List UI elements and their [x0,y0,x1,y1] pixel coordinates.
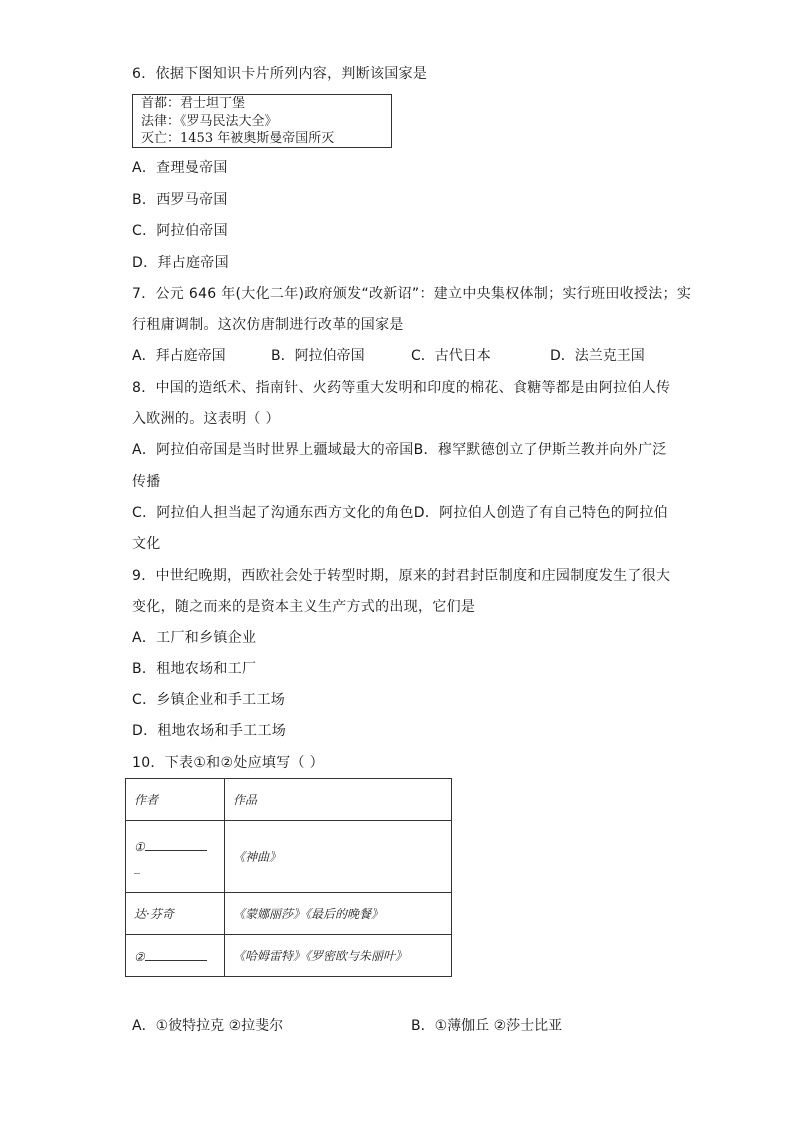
q9-stem-line1: 9．中世纪晚期，西欧社会处于转型时期，原来的封君封臣制度和庄园制度发生了很大 [132,568,671,584]
q6-option-c: C．阿拉伯帝国 [132,223,228,239]
q7-option-d: D．法兰克王国 [550,348,645,364]
author-2: 达·芬奇 [126,893,225,935]
card-law: 法律：《罗马民法大全》 [141,113,278,129]
table-row [126,893,452,935]
work-2: 《蒙娜丽莎》《最后的晚餐》 [225,893,452,935]
q8-options-ab-line2: 传播 [132,474,161,490]
q9-option-a: A．工厂和乡镇企业 [132,630,257,646]
q10-stem: 10．下表①和②处应填写（ ） [132,755,324,771]
marker-2: ② [134,949,145,964]
work-3: 《哈姆雷特》《罗密欧与朱丽叶》 [225,935,452,977]
q6-knowledge-card [132,94,392,148]
card-capital: 首都：君士坦丁堡 [141,96,246,111]
q9-stem-line2: 变化，随之而来的是资本主义生产方式的出现，它们是 [132,599,476,615]
blank-tail: _ [134,859,140,874]
author-blank-1 [126,821,225,893]
q9-option-c: C．乡镇企业和手工工场 [132,692,286,708]
work-1: 《神曲》 [225,821,452,893]
q7-stem-line2: 行租庸调制。这次仿唐制进行改革的国家是 [132,317,404,333]
q10-option-a: A．①彼特拉克 ②拉斐尔 [132,1018,284,1034]
q9-option-b: B．租地农场和工厂 [132,661,257,677]
marker-1: ① [134,839,145,854]
q8-options-cd-line2: 文化 [132,536,161,552]
author-blank-2 [126,935,225,977]
authors-works-table [125,778,452,977]
card-fall: 灭亡：1453 年被奥斯曼帝国所灭 [141,131,335,146]
q6-option-d: D．拜占庭帝国 [132,255,229,271]
q7-option-b: B．阿拉伯帝国 [271,348,365,364]
q7-option-c: C．古代日本 [411,348,491,364]
header-work: 作品 [225,779,452,821]
q9-option-d: D．租地农场和手工工场 [132,723,287,739]
table-row [126,821,452,893]
q6-option-b: B．西罗马帝国 [132,192,228,208]
q8-stem-line1: 8．中国的造纸术、指南针、火药等重大发明和印度的棉花、食糖等都是由阿拉伯人传 [132,380,671,396]
q7-stem-line1: 7．公元 646 年(大化二年)政府颁发“改新诏”：建立中央集权体制；实行班田收授法；实 [132,286,692,302]
table-row [126,935,452,977]
q8-options-ab-line1: A．阿拉伯帝国是当时世界上疆域最大的帝国B．穆罕默德创立了伊斯兰教并向外广泛 [132,442,667,458]
fill-blank-1 [145,838,207,851]
q7-option-a: A．拜占庭帝国 [132,348,226,364]
q8-stem-line2: 入欧洲的。这表明（ ） [132,411,280,427]
fill-blank-2 [145,948,207,961]
q6-option-a: A．查理曼帝国 [132,160,228,176]
table-header-row [126,779,452,821]
q6-stem: 6．依据下图知识卡片所列内容，判断该国家是 [132,66,428,82]
q8-options-cd-line1: C．阿拉伯人担当起了沟通东西方文化的角色D．阿拉伯人创造了有自己特色的阿拉伯 [132,505,668,521]
header-author: 作者 [126,779,225,821]
q10-option-b: B．①薄伽丘 ②莎士比亚 [411,1018,563,1034]
